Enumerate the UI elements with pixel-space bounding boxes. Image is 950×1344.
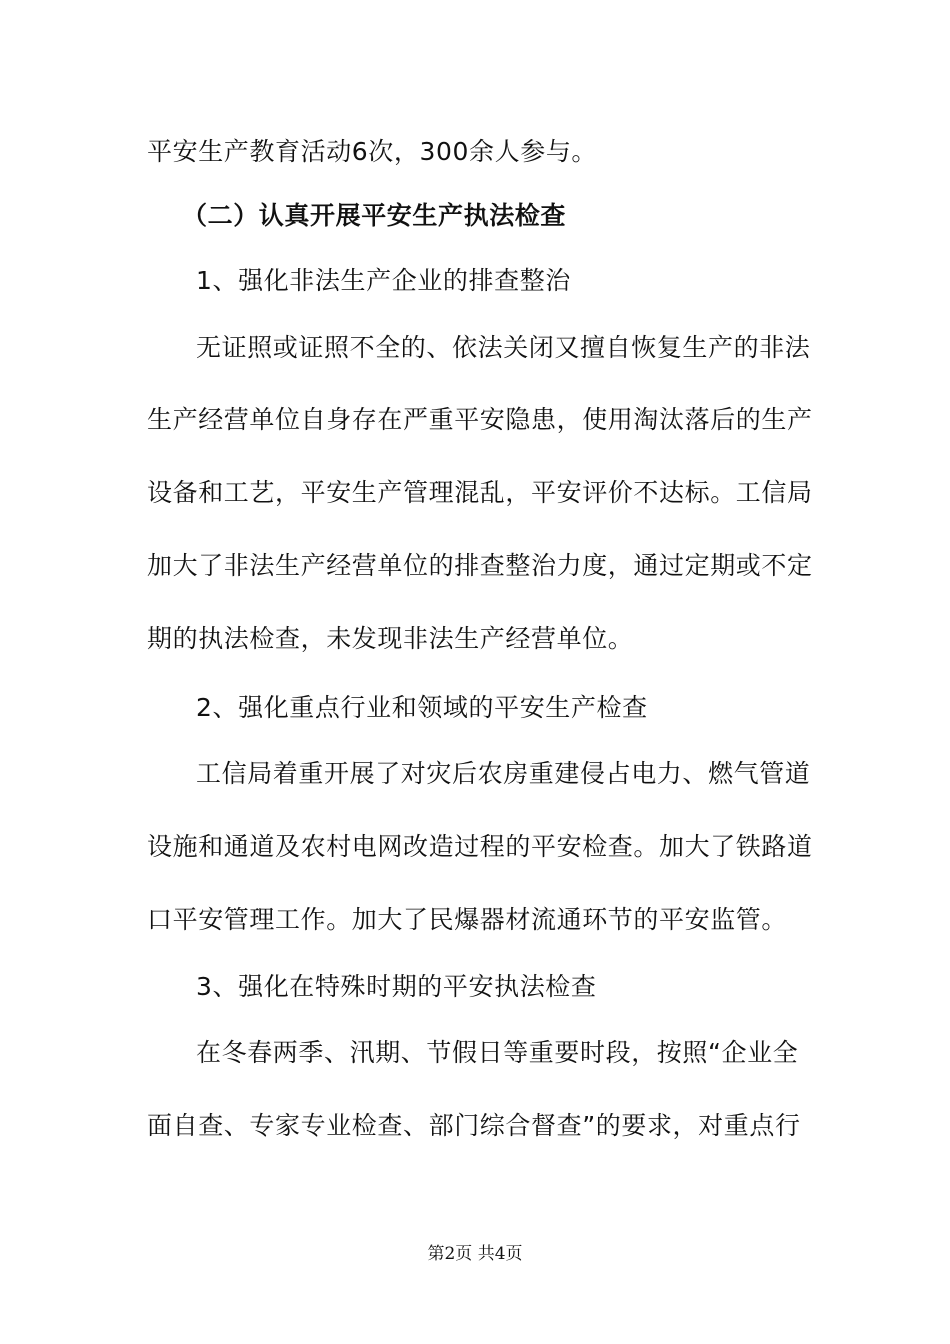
subsection-heading: 2、强化重点行业和领域的平安生产检查 — [196, 693, 648, 722]
paragraph-line: 平安生产教育活动6次，300余人参与。 — [147, 137, 598, 166]
paragraph-line: 工信局着重开展了对灾后农房重建侵占电力、燃气管道 — [196, 759, 811, 788]
paragraph-line: 生产经营单位自身存在严重平安隐患，使用淘汰落后的生产 — [147, 405, 813, 434]
section-heading: （二）认真开展平安生产执法检查 — [182, 201, 567, 230]
paragraph-line: 无证照或证照不全的、依法关闭又擅自恢复生产的非法 — [196, 333, 811, 362]
paragraph-line: 设备和工艺，平安生产管理混乱，平安评价不达标。工信局 — [147, 478, 813, 507]
paragraph-line: 加大了非法生产经营单位的排查整治力度，通过定期或不定 — [147, 551, 813, 580]
subsection-heading: 1、强化非法生产企业的排查整治 — [196, 266, 571, 295]
paragraph-line: 期的执法检查，未发现非法生产经营单位。 — [147, 624, 634, 653]
paragraph-line: 设施和通道及农村电网改造过程的平安检查。加大了铁路道 — [147, 832, 813, 861]
page-number-footer: 第2页 共4页 — [427, 1244, 523, 1264]
paragraph-line: 口平安管理工作。加大了民爆器材流通环节的平安监管。 — [147, 905, 788, 934]
paragraph-line: 在冬春两季、汛期、节假日等重要时段，按照“企业全 — [196, 1038, 799, 1067]
paragraph-line: 面自查、专家专业检查、部门综合督查”的要求，对重点行 — [147, 1111, 801, 1140]
subsection-heading: 3、强化在特殊时期的平安执法检查 — [196, 972, 597, 1001]
